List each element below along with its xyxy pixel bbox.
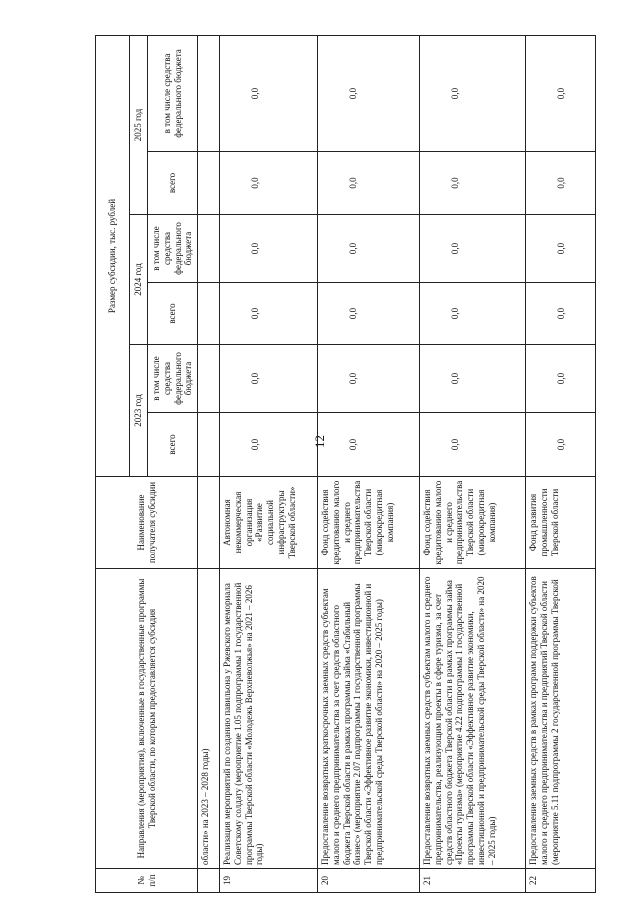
row-direction: Предоставление заемных средств в рамках программ поддержки субъектов малого и среднего предпринимательства и предприятий Тверской области (мероприятие 5.11 подпрограммы 2 государственной программы Тверской [526, 569, 596, 869]
header-num: № п/п [96, 869, 198, 893]
value-2023-federal: 0,0 [526, 345, 596, 413]
value-2024-federal: 0,0 [526, 215, 596, 283]
value-2024-federal: 0,0 [220, 215, 318, 283]
header-direction: Направления (мероприятия), включенные в государственные программы Тверской области, по которым предоставляется субсидия [96, 569, 198, 869]
row-number: 20 [318, 869, 420, 893]
row-direction: Реализация мероприятий по созданию павильона у Ржевского мемориала Советскому солдату (мероприятие 1.05 подпрограммы 1 государственной программы Тверской области «Молодежь Верхневолжья» на 2021 – 2026 годы) [220, 569, 318, 869]
value-2024-total: 0,0 [526, 283, 596, 345]
continuation-num-cell [198, 869, 220, 893]
value-2023-total: 0,0 [526, 413, 596, 477]
value-2023-total: 0,0 [220, 413, 318, 477]
subsidy-table [95, 35, 596, 893]
rotated-sheet [95, 36, 605, 893]
value-2024-total: 0,0 [420, 283, 526, 345]
value-2023-total: 0,0 [318, 413, 420, 477]
row-recipient: Фонд развития промышленности Тверской области [526, 477, 596, 569]
value-2025-federal: 0,0 [220, 36, 318, 152]
row-number: 19 [220, 869, 318, 893]
row-direction: Предоставление возвратных краткосрочных заемных средств субъектам малого и среднего предпринимательства за счет средств областного бюджета Тверской области в рамках программы займа «Стабильный бизнес» (мероприятие 2.07 подпрограммы 1 государственной программы Тверской области «Эффективное развитие экономики, инвестиционной и предпринимательской среды Тверской области» на 2020 – 2025 годы) [318, 569, 420, 869]
value-2025-total: 0,0 [526, 152, 596, 215]
row-direction: Предоставление возвратных заемных средств субъектам малого и среднего предпринимательства, реализующим проекты в сфере туризма, за счет средств областного бюджета Тверской области в рамках программы займа «Проекты туризма» (мероприятие 4.22 подпрограммы 1 государственной программы Тверской области «Эффективное развитие экономики, инвестиционной и предпринимательской среды Тверской области» на 2020 – 2025 годы) [420, 569, 526, 869]
table-row [420, 36, 526, 893]
value-2023-total: 0,0 [420, 413, 526, 477]
header-year-2024: 2024 год [130, 215, 148, 345]
value-2024-federal: 0,0 [420, 215, 526, 283]
value-2025-federal: 0,0 [526, 36, 596, 152]
value-2025-total: 0,0 [220, 152, 318, 215]
continuation-text: области» на 2023 – 2028 годы) [198, 569, 220, 869]
value-2025-federal: 0,0 [420, 36, 526, 152]
value-2023-federal: 0,0 [420, 345, 526, 413]
header-amount: Размер субсидии, тыс. рублей [96, 36, 130, 477]
page-number: 12 [312, 435, 327, 448]
value-2024-federal: 0,0 [318, 215, 420, 283]
row-number: 21 [420, 869, 526, 893]
table-row [318, 36, 420, 893]
header-year-2023: 2023 год [130, 345, 148, 477]
table-row [526, 36, 596, 893]
value-2023-federal: 0,0 [220, 345, 318, 413]
row-recipient: Фонд содействия кредитованию малого и среднего предпринимательства Тверской области (микрокредитная компания) [318, 477, 420, 569]
row-number: 22 [526, 869, 596, 893]
header-federal: в том числе средства федерального бюджета [148, 36, 198, 152]
continuation-row [198, 36, 220, 893]
header-recipient: Наименование получателя субсидии [96, 477, 198, 569]
value-2025-federal: 0,0 [318, 36, 420, 152]
header-total: всего [148, 413, 198, 477]
header-total: всего [148, 283, 198, 345]
header-federal: в том числе средства федерального бюджета [148, 345, 198, 413]
value-2024-total: 0,0 [220, 283, 318, 345]
table-row [220, 36, 318, 893]
header-total: всего [148, 152, 198, 215]
value-2024-total: 0,0 [318, 283, 420, 345]
value-2025-total: 0,0 [318, 152, 420, 215]
row-recipient: Фонд содействия кредитованию малого и среднего предпринимательства Тверской области (микрокредитная компания) [420, 477, 526, 569]
header-federal: в том числе средства федерального бюджета [148, 215, 198, 283]
value-2023-federal: 0,0 [318, 345, 420, 413]
header-year-2025: 2025 год [130, 36, 148, 215]
value-2025-total: 0,0 [420, 152, 526, 215]
row-recipient: Автономная некоммерческая организация «Развитие социальной инфраструктуры Тверской области» [220, 477, 318, 569]
